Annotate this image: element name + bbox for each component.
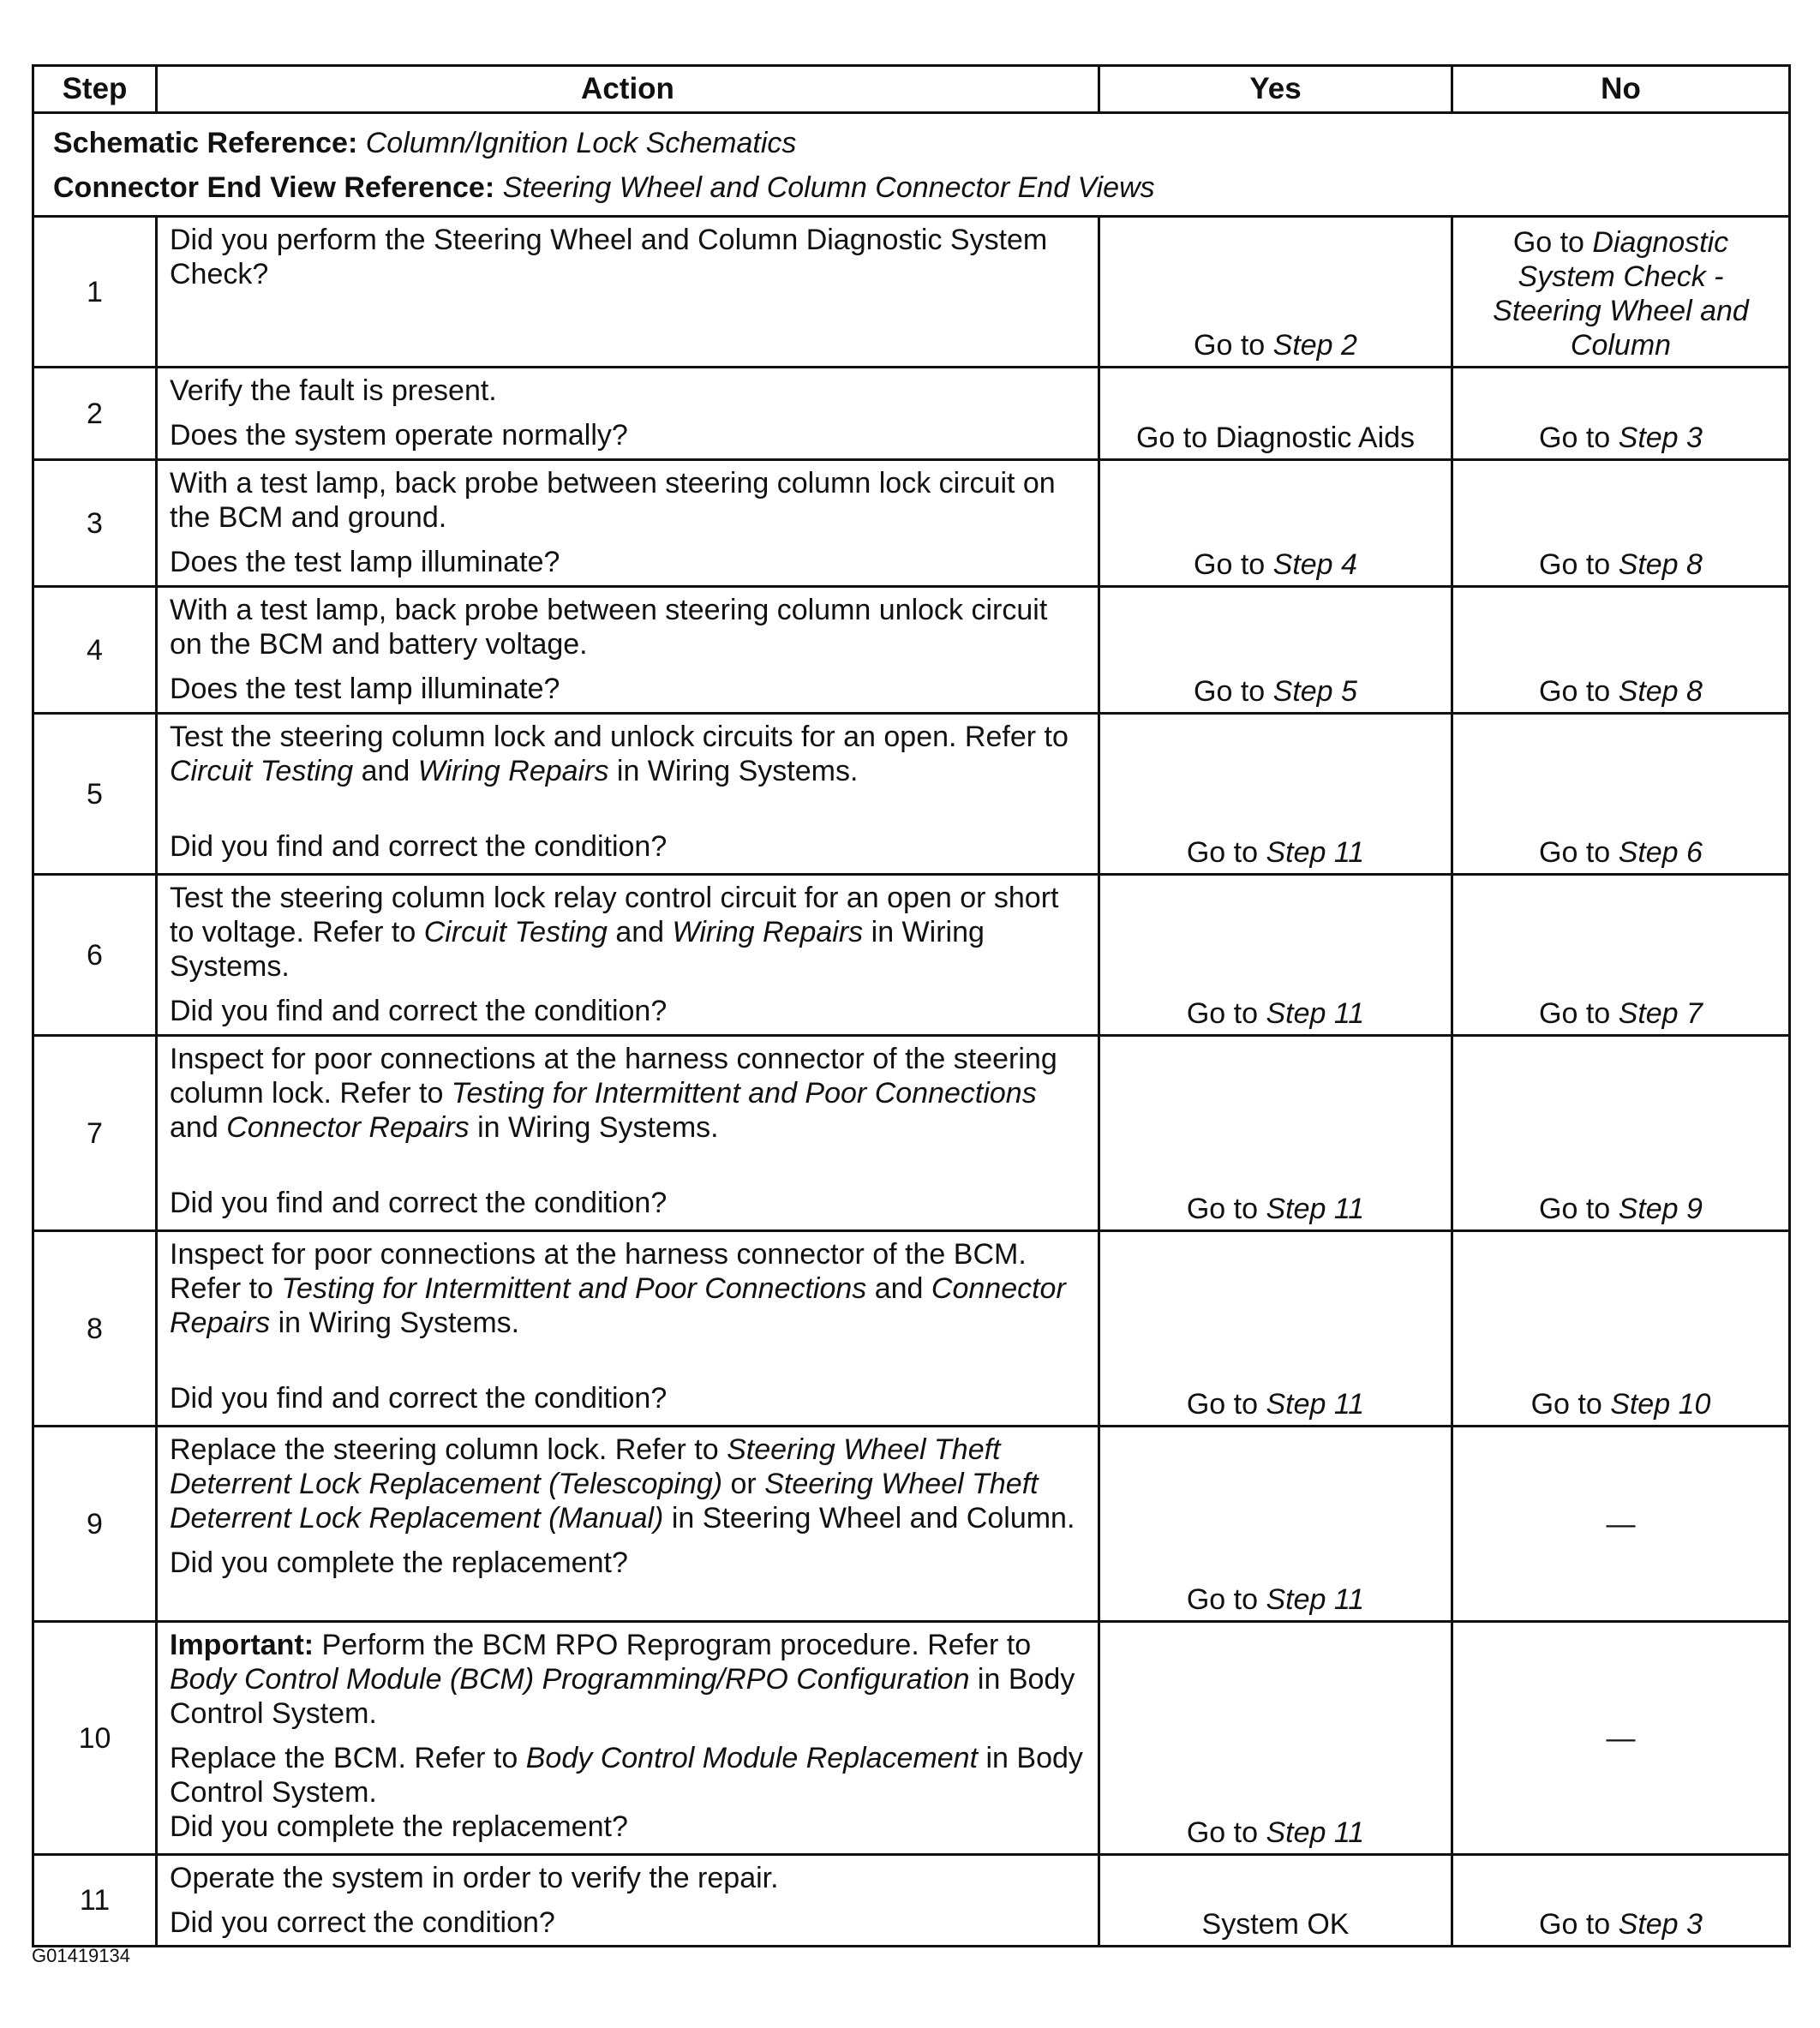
yes-answer: [1100, 1582, 1451, 1617]
bcm-replacement-link[interactable]: Body Control Module Replacement: [525, 1742, 979, 1774]
action-text: Did you perform the Steering Wheel and Column Diagnostic System Check?: [170, 224, 1048, 290]
step-action: [157, 875, 1099, 1036]
goto-text: Go to: [1512, 226, 1593, 259]
text-run: in Steering Wheel and Column.: [663, 1502, 1075, 1534]
action-question: Did you find and correct the condition?: [170, 1382, 668, 1415]
table-row: [33, 1036, 1790, 1231]
text-run: in Wiring Systems.: [608, 755, 859, 787]
no-cell: [1452, 217, 1790, 368]
goto-text: Go to: [1539, 836, 1619, 869]
action-text: Verify the fault is present.: [170, 374, 497, 407]
goto-text: Go to: [1539, 422, 1619, 454]
no-step-link[interactable]: Step 8: [1618, 548, 1703, 581]
goto-text: Go to: [1539, 548, 1619, 581]
yes-cell: [1099, 714, 1452, 875]
step-number: 2: [33, 368, 157, 460]
text-run: or: [722, 1468, 765, 1500]
text-run: in Body Control System.: [170, 1742, 1083, 1809]
action-text: [170, 1237, 1086, 1340]
action-text: Operate the system in order to verify the repair.: [170, 1862, 779, 1894]
text-run: Inspect for poor connections at the harness connector of the BCM. Refer to: [170, 1238, 1027, 1305]
action-text: With a test lamp, back probe between steering column unlock circuit on the BCM and battery voltage.: [170, 594, 1048, 661]
text-run: Perform the BCM RPO Reprogram procedure. Refer to: [314, 1629, 1032, 1661]
yes-step-link[interactable]: Step 4: [1272, 548, 1357, 581]
important-label: Important:: [170, 1629, 314, 1661]
circuit-testing-link[interactable]: Circuit Testing: [170, 755, 354, 787]
action-text: With a test lamp, back probe between steering column lock circuit on the BCM and ground.: [170, 467, 1056, 534]
text-run: Test the steering column lock and unlock circuits for an open. Refer to: [170, 721, 1069, 753]
schematic-reference-label: Schematic Reference:: [53, 127, 358, 159]
table-row: [33, 1427, 1790, 1622]
no-answer: [1453, 421, 1788, 455]
text-run: Inspect for poor connections at the harness connector of the steering column lock. Refer to: [170, 1043, 1057, 1110]
yes-cell: [1099, 1036, 1452, 1231]
bcm-programming-link[interactable]: Body Control Module (BCM) Programming/RPO Configuration: [170, 1663, 970, 1696]
goto-text: Go to: [1194, 675, 1273, 708]
table-row: [33, 368, 1790, 460]
header-no: No: [1452, 66, 1790, 113]
yes-cell: [1099, 1231, 1452, 1427]
action-question: Did you find and correct the condition?: [170, 830, 668, 863]
yes-step-link[interactable]: Step 11: [1266, 997, 1365, 1030]
step-number: 6: [33, 875, 157, 1036]
reference-cell: [33, 113, 1790, 217]
yes-answer: [1100, 1816, 1451, 1850]
header-yes: Yes: [1099, 66, 1452, 113]
no-step-link[interactable]: Step 3: [1618, 1908, 1703, 1941]
step-number: 4: [33, 587, 157, 714]
action-question: Did you correct the condition?: [170, 1906, 555, 1939]
goto-text: Go to: [1539, 675, 1619, 708]
text-run: in Wiring Systems.: [170, 916, 985, 983]
no-answer: [1453, 1192, 1788, 1226]
no-answer: [1453, 674, 1788, 709]
no-cell: [1452, 460, 1790, 587]
wiring-repairs-link[interactable]: Wiring Repairs: [672, 916, 864, 948]
connector-reference-link[interactable]: Steering Wheel and Column Connector End Views: [502, 171, 1155, 204]
yes-cell: [1099, 217, 1452, 368]
yes-answer: [1100, 996, 1451, 1031]
yes-step-link[interactable]: Step 11: [1266, 1583, 1365, 1616]
step-action: [157, 1231, 1099, 1427]
intermittent-testing-link[interactable]: Testing for Intermittent and Poor Connections: [451, 1077, 1037, 1110]
step-action: [157, 1036, 1099, 1231]
no-answer: [1453, 835, 1788, 870]
table-row: [33, 1622, 1790, 1855]
step-number: 9: [33, 1427, 157, 1622]
step-action: [157, 714, 1099, 875]
goto-text: Go to: [1194, 548, 1273, 581]
yes-cell: [1099, 587, 1452, 714]
no-step-link[interactable]: Step 9: [1618, 1193, 1703, 1225]
yes-answer: [1100, 547, 1451, 582]
action-text: [170, 720, 1086, 788]
action-text: [170, 1042, 1086, 1145]
no-cell: [1452, 1036, 1790, 1231]
text-run: in Wiring Systems.: [469, 1111, 719, 1144]
no-cell: [1452, 714, 1790, 875]
step-number: 11: [33, 1855, 157, 1947]
lock-replacement-manual-link[interactable]: Steering Wheel Theft Deterrent Lock Replacement (Manual): [170, 1468, 1039, 1534]
schematic-reference: [53, 121, 1768, 165]
no-step-link[interactable]: Step 6: [1618, 836, 1703, 869]
connector-repairs-link[interactable]: Connector Repairs: [226, 1111, 470, 1144]
connector-reference-label: Connector End View Reference:: [53, 171, 495, 204]
yes-step-link[interactable]: Step 5: [1272, 675, 1357, 708]
yes-answer: [1100, 835, 1451, 870]
yes-step-link[interactable]: Step 11: [1266, 836, 1365, 869]
yes-cell: [1099, 875, 1452, 1036]
goto-text: Go to: [1186, 836, 1266, 869]
step-action: [157, 1855, 1099, 1947]
no-answer: [1453, 547, 1788, 582]
goto-text: Go to: [1186, 1583, 1266, 1616]
yes-step-link[interactable]: Step 11: [1266, 1388, 1365, 1421]
wiring-repairs-link[interactable]: Wiring Repairs: [417, 755, 609, 787]
diagnostic-table: [32, 64, 1791, 1947]
text-run: and: [607, 916, 673, 948]
action-question: Did you complete the replacement?: [170, 1810, 628, 1843]
text-run: and: [170, 1111, 227, 1144]
no-cell: [1452, 1855, 1790, 1947]
circuit-testing-link[interactable]: Circuit Testing: [423, 916, 608, 948]
no-cell: [1452, 875, 1790, 1036]
no-step-link[interactable]: Step 7: [1618, 997, 1703, 1030]
no-link-line[interactable]: Diagnostic: [1592, 226, 1729, 259]
connector-reference: [53, 165, 1768, 210]
no-step-link[interactable]: Step 8: [1618, 675, 1703, 708]
no-step-link[interactable]: Step 3: [1618, 422, 1703, 454]
action-question: Does the test lamp illuminate?: [170, 546, 560, 578]
goto-text: Go to: [1539, 997, 1619, 1030]
yes-answer: [1100, 674, 1451, 709]
text-run: in Body Control System.: [170, 1663, 1075, 1730]
no-cell: [1452, 587, 1790, 714]
text-run: and: [866, 1272, 931, 1305]
yes-step-link[interactable]: Step 2: [1272, 329, 1357, 362]
table-row: [33, 875, 1790, 1036]
header-step: Step: [33, 66, 157, 113]
no-answer-dash: —: [1606, 1507, 1636, 1540]
text-run: and: [353, 755, 418, 787]
step-number: 3: [33, 460, 157, 587]
figure-id: G01419134: [32, 1945, 130, 1966]
goto-text: Go to: [1194, 329, 1273, 362]
step-number: 8: [33, 1231, 157, 1427]
lock-replacement-telescoping-link[interactable]: Steering Wheel Theft Deterrent Lock Replacement (Telescoping): [170, 1433, 1001, 1500]
text-run: Replace the steering column lock. Refer to: [170, 1433, 727, 1466]
connector-repairs-link[interactable]: Connector Repairs: [170, 1272, 1066, 1339]
goto-text: Go to: [1186, 1816, 1266, 1849]
action-question: Did you find and correct the condition?: [170, 995, 668, 1027]
action-question: Did you complete the replacement?: [170, 1546, 628, 1579]
no-cell: [1452, 368, 1790, 460]
table-row: [33, 1855, 1790, 1947]
action-text: [170, 1741, 1086, 1810]
yes-answer: [1100, 328, 1451, 362]
step-number: 5: [33, 714, 157, 875]
intermittent-testing-link[interactable]: Testing for Intermittent and Poor Connections: [281, 1272, 867, 1305]
goto-text: Go to: [1539, 1193, 1619, 1225]
no-answer: [1453, 996, 1788, 1031]
step-action: [157, 217, 1099, 368]
header-row: [33, 66, 1790, 113]
table-row: [33, 587, 1790, 714]
yes-step-link[interactable]: Step 11: [1266, 1193, 1365, 1225]
no-answer: [1453, 1387, 1788, 1421]
no-link-line[interactable]: Steering Wheel and: [1493, 295, 1749, 327]
action-question: Does the system operate normally?: [170, 419, 628, 452]
goto-text: Go to: [1530, 1388, 1611, 1421]
yes-step-link[interactable]: Step 11: [1266, 1816, 1365, 1849]
no-answer-dash: —: [1606, 1721, 1636, 1755]
step-action: [157, 460, 1099, 587]
yes-cell: [1099, 460, 1452, 587]
action-text: [170, 1433, 1086, 1535]
yes-cell: [1099, 368, 1452, 460]
yes-cell: [1099, 1855, 1452, 1947]
no-link-line[interactable]: Column: [1570, 329, 1672, 362]
yes-answer: System OK: [1201, 1908, 1350, 1941]
text-run: in Wiring Systems.: [270, 1307, 520, 1339]
no-cell: [1452, 1427, 1790, 1622]
goto-text: Go to: [1186, 997, 1266, 1030]
yes-cell: [1099, 1427, 1452, 1622]
step-number: 1: [33, 217, 157, 368]
action-question: Does the test lamp illuminate?: [170, 673, 560, 705]
reference-row: [33, 113, 1790, 217]
yes-answer: [1100, 1387, 1451, 1421]
action-question: Did you find and correct the condition?: [170, 1187, 668, 1219]
no-link-line[interactable]: System Check -: [1518, 260, 1724, 293]
step-action: [157, 587, 1099, 714]
goto-text: Go to: [1186, 1388, 1266, 1421]
yes-answer: [1100, 1192, 1451, 1226]
table-row: [33, 460, 1790, 587]
table-row: [33, 714, 1790, 875]
table-row: [33, 217, 1790, 368]
step-number: 7: [33, 1036, 157, 1231]
yes-answer[interactable]: Go to Diagnostic Aids: [1135, 422, 1416, 454]
table-row: [33, 1231, 1790, 1427]
step-action: [157, 1427, 1099, 1622]
no-answer: [1453, 225, 1788, 362]
goto-text: Go to: [1186, 1193, 1266, 1225]
no-answer: [1453, 1907, 1788, 1941]
yes-cell: [1099, 1622, 1452, 1855]
step-number: 10: [33, 1622, 157, 1855]
text-run: Replace the BCM. Refer to: [170, 1742, 526, 1774]
no-step-link[interactable]: Step 10: [1610, 1388, 1711, 1421]
goto-text: Go to: [1539, 1908, 1619, 1941]
step-action: [157, 1622, 1099, 1855]
no-cell: [1452, 1231, 1790, 1427]
important-note: [170, 1628, 1086, 1731]
action-text: [170, 881, 1086, 984]
header-action: Action: [157, 66, 1099, 113]
no-cell: [1452, 1622, 1790, 1855]
schematic-reference-link[interactable]: Column/Ignition Lock Schematics: [365, 127, 797, 159]
step-action: [157, 368, 1099, 460]
text-run: Test the steering column lock relay control circuit for an open or short to voltage. Refer to: [170, 882, 1059, 948]
